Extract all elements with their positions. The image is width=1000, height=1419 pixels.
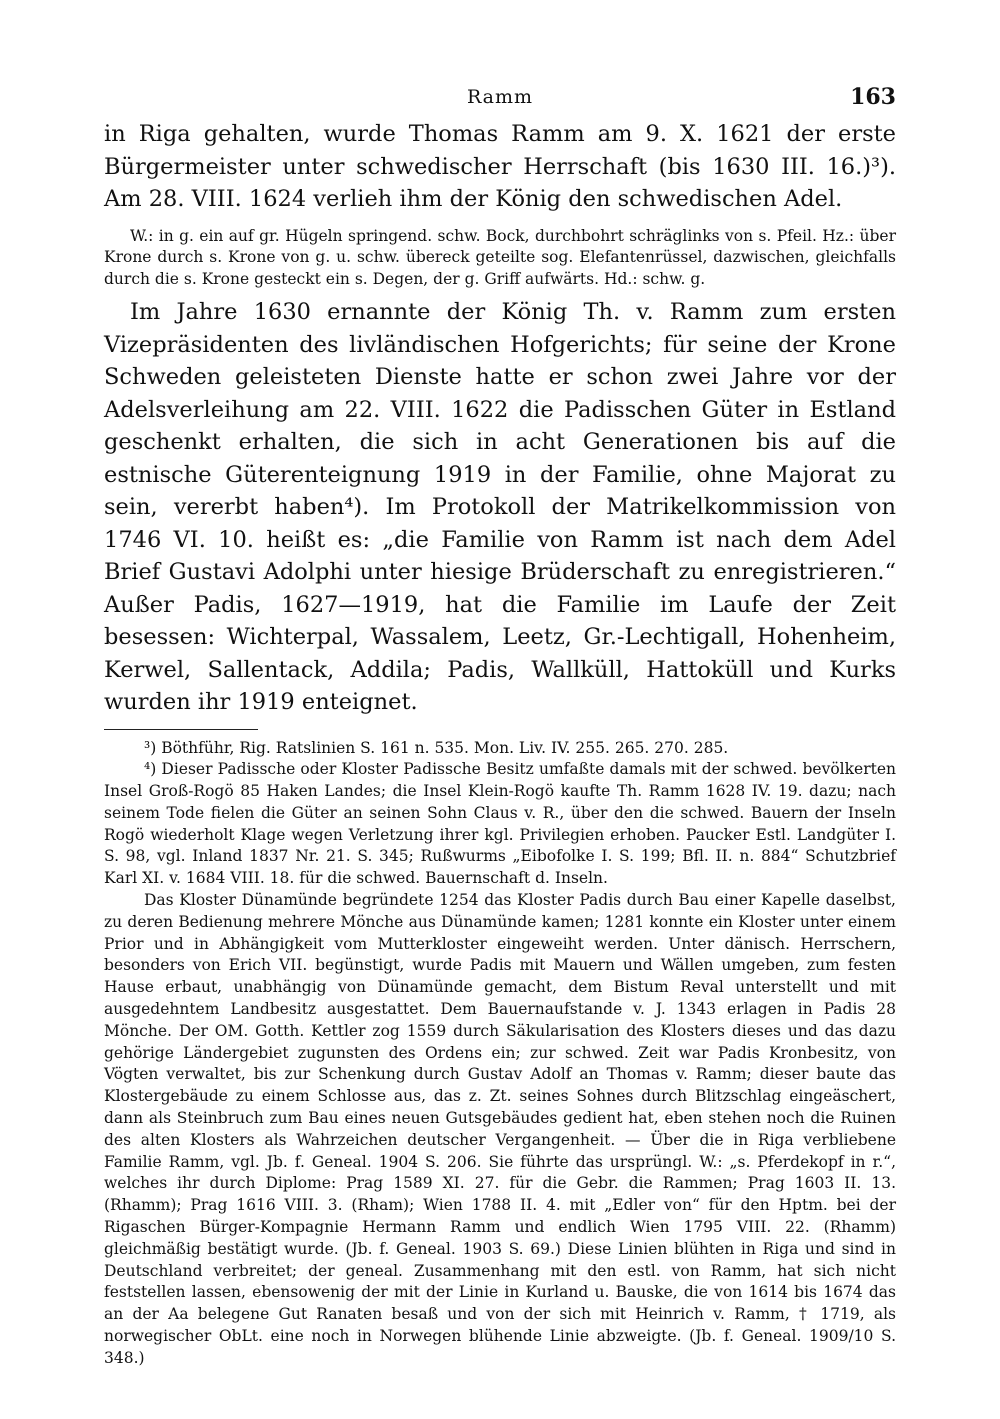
footnote-3: ³) Böthführ, Rig. Ratslinien S. 161 n. 535. Mon. Liv. IV. 255. 265. 270. 285. <box>144 738 729 757</box>
footnotes <box>104 738 896 1370</box>
footnote-4: ⁴) Dieser Padissche oder Kloster Padissche Besitz umfaßte damals mit der schwed. bevölkerten Insel Groß-Rogö 85 Haken Landes; die Insel Klein-Rogö kaufte Th. Ramm 1628 IV. 19. dazu; nach seinem Tode fielen die Güter an seinen Sohn Claus v. R., über den die schwed. Bauern der Inseln Rogö wiederholt Klage wegen Verletzung ihrer kgl. Privilegien erhoben. Paucker Estl. Landgüter I. S. 98, vgl. Inland 1837 Nr. 21. S. 345; Rußwurms „Eibofolke I. S. 199; Bfl. II. n. 884“ Schutzbrief Karl XI. v. 1684 VIII. 18. für die schwed. Bauernschaft d. Inseln. <box>104 760 896 888</box>
body-paragraph-1: in Riga gehalten, wurde Thomas Ramm am 9. X. 1621 der erste Bürgermeister unter schwedischer Herrschaft (bis 1630 III. 16.)³). Am 28. VIII. 1624 verlieh ihm der König den schwedischen Adel. <box>104 121 896 212</box>
footnote-divider <box>104 729 258 730</box>
page-number: 163 <box>850 84 896 110</box>
page-header <box>104 82 896 118</box>
coat-of-arms-description: W.: in g. ein auf gr. Hügeln springend. schw. Bock, durchbohrt schräglinks von s. Pfeil. Hz.: über Krone durch s. Krone von g. u. schw. übereck geteilte sog. Elefantenrüssel, dazwischen, gleichfalls durch die s. Krone gesteckt ein s. Degen, der g. Griff aufwärts. Hd.: schw. g. <box>104 226 896 288</box>
footnote-4-continuation: Das Kloster Dünamünde begründete 1254 das Kloster Padis durch Bau einer Kapelle daselbst, zu deren Bedienung mehrere Mönche aus Dünamünde kamen; 1281 konnte ein Kloster unter einem Prior und in Abhängigkeit vom Mutterkloster eingeweiht werden. Unter dänisch. Herrschern, besonders von Erich VII. begünstigt, wurde Padis mit Mauern und Wällen umgeben, zum festen Hause erbaut, unabhängig von Dünamünde gemacht, dem Bistum Reval unterstellt und mit ausgedehntem Landbesitz ausgestattet. Dem Bauernaufstande v. J. 1343 erlagen in Padis 28 Mönche. Der OM. Gotth. Kettler zog 1559 durch Säkularisation des Klosters dieses und das dazu gehörige Ländergebiet zugunsten des Ordens ein; zur schwed. Zeit war Padis Kronbesitz, von Vögten verwaltet, bis zur Schenkung durch Gustav Adolf an Thomas v. Ramm; dieser baute das Klostergebäude zu einem Schlosse aus, das z. Zt. seines Sohnes durch Blitzschlag eingeäschert, dann als Steinbruch zum Bau eines neuen Gutsgebäudes gedient hat, eben stehen noch die Ruinen des alten Klosters als Wahrzeichen deutscher Vergangenheit. — Über die in Riga verbliebene Familie Ramm, vgl. Jb. f. Geneal. 1904 S. 206. Sie führte das ursprüngl. W.: „s. Pferdekopf in r.“, welches ihr durch Diplome: Prag 1589 XI. 27. für die Gebr. die Rammen; Prag 1603 II. 13. (Rhamm); Prag 1616 VIII. 3. (Rham); Wien 1788 II. 4. mit „Edler von“ für den Hptm. bei der Rigaschen Bürger-Kompagnie Hermann Ramm und endlich Wien 1795 VIII. 22. (Rhamm) gleichmäßig bestätigt wurde. (Jb. f. Geneal. 1903 S. 69.) Diese Linien blühten in Riga und sind in Deutschland verbreitet; der geneal. Zusammenhang mit den estl. von Ramm, hat sich nicht feststellen lassen, ebensowenig der mit der Linie in Kurland u. Bauske, die von 1614 bis 1674 das an der Aa belegene Gut Ranaten besaß und von der sich mit Heinrich v. Ramm, † 1719, als norwegischer ObLt. eine noch in Norwegen blühende Linie abzweigte. (Jb. f. Geneal. 1909/10 S. 348.) <box>104 891 896 1367</box>
document-page <box>104 82 896 1370</box>
running-head: Ramm <box>466 86 534 108</box>
body-paragraph-2: Im Jahre 1630 ernannte der König Th. v. Ramm zum ersten Vizepräsidenten des livländischen Hofgerichts; für seine der Krone Schweden geleisteten Dienste hatte er schon zwei Jahre vor der Adelsverleihung am 22. VIII. 1622 die Padisschen Güter in Estland geschenkt erhalten, die sich in acht Generationen bis auf die estnische Güterenteignung 1919 in der Familie, ohne Majorat zu sein, vererbt haben⁴). Im Protokoll der Matrikelkommission von 1746 VI. 10. heißt es: „die Familie von Ramm ist nach dem Adel Brief Gustavi Adolphi unter hiesige Brüderschaft zu enregistrieren.“ Außer Padis, 1627—1919, hat die Familie im Laufe der Zeit besessen: Wichterpal, Wassalem, Leetz, Gr.-Lechtigall, Hohenheim, Kerwel, Sallentack, Addila; Padis, Wallküll, Hattoküll und Kurks wurden ihr 1919 enteignet. <box>104 299 896 715</box>
